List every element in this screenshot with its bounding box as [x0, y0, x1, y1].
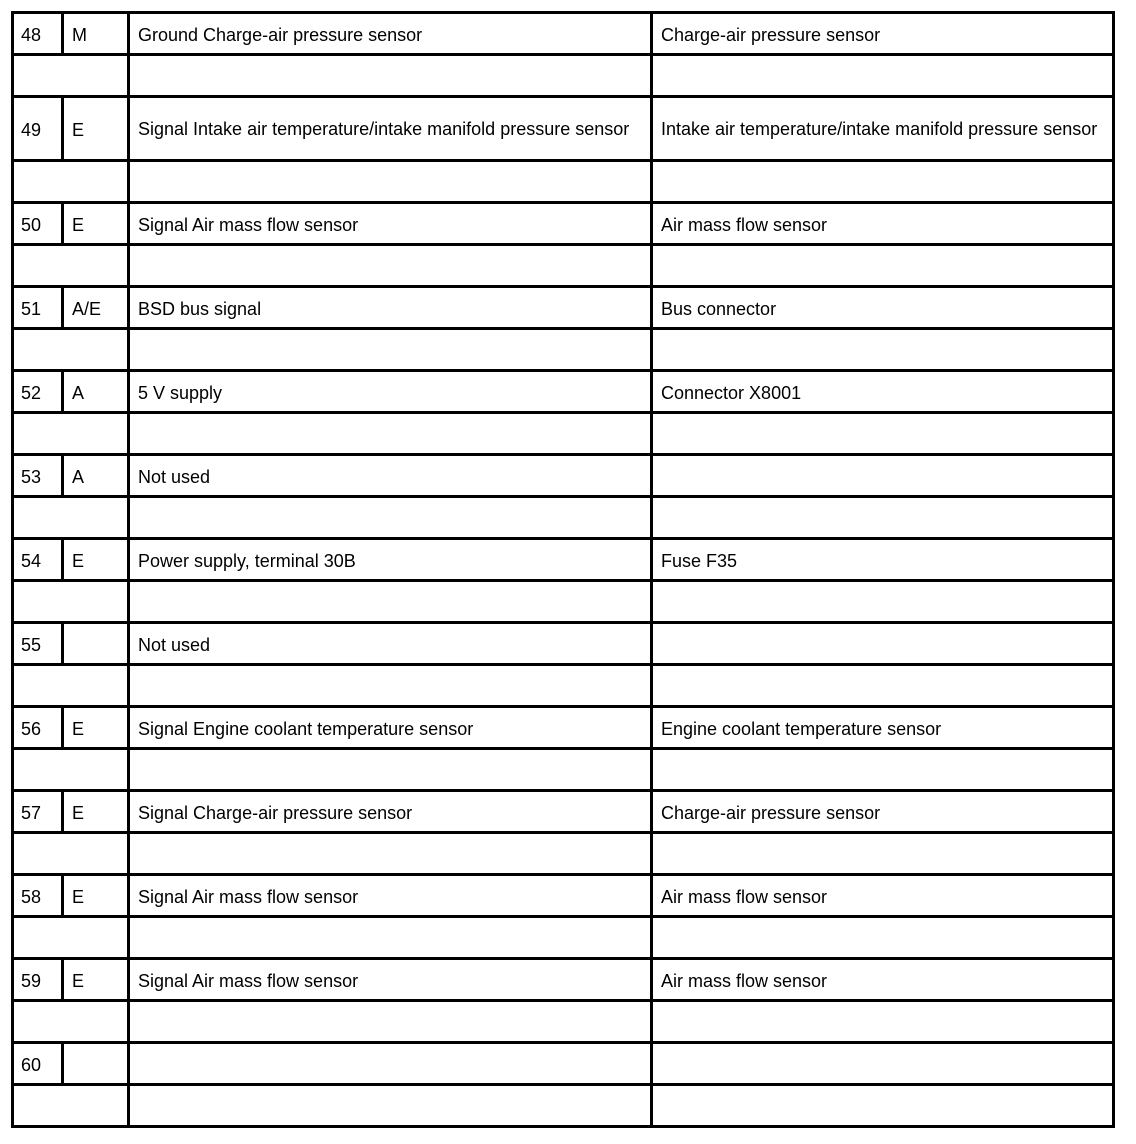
spacer-cell — [652, 833, 1114, 875]
signal-type-cell: E — [63, 539, 129, 581]
spacer-cell — [13, 665, 129, 707]
pin-assignment-table — [11, 11, 1115, 1128]
function-cell: Not used — [129, 623, 652, 665]
spacer-row — [13, 581, 1114, 623]
spacer-cell — [652, 497, 1114, 539]
table-row — [13, 707, 1114, 749]
spacer-cell — [129, 245, 652, 287]
function-cell: BSD bus signal — [129, 287, 652, 329]
spacer-cell — [129, 161, 652, 203]
connection-cell: Air mass flow sensor — [652, 203, 1114, 245]
connection-cell: Bus connector — [652, 287, 1114, 329]
pin-number-cell: 50 — [13, 203, 63, 245]
function-cell: Signal Air mass flow sensor — [129, 875, 652, 917]
function-cell: Signal Intake air temperature/intake manifold pressure sensor — [129, 97, 652, 161]
function-cell: Not used — [129, 455, 652, 497]
pin-number-cell: 59 — [13, 959, 63, 1001]
spacer-cell — [13, 161, 129, 203]
connection-cell: Connector X8001 — [652, 371, 1114, 413]
function-cell: Signal Engine coolant temperature sensor — [129, 707, 652, 749]
spacer-cell — [13, 749, 129, 791]
spacer-cell — [13, 329, 129, 371]
table-row — [13, 203, 1114, 245]
function-cell — [129, 1043, 652, 1085]
spacer-cell — [13, 917, 129, 959]
spacer-cell — [13, 55, 129, 97]
pin-number-cell: 60 — [13, 1043, 63, 1085]
function-cell: Power supply, terminal 30B — [129, 539, 652, 581]
pin-number-cell: 56 — [13, 707, 63, 749]
table-row — [13, 97, 1114, 161]
spacer-cell — [129, 1001, 652, 1043]
connection-cell: Charge-air pressure sensor — [652, 791, 1114, 833]
table-row — [13, 287, 1114, 329]
connection-cell: Fuse F35 — [652, 539, 1114, 581]
spacer-row — [13, 833, 1114, 875]
pin-number-cell: 54 — [13, 539, 63, 581]
spacer-row — [13, 749, 1114, 791]
spacer-row — [13, 161, 1114, 203]
connection-cell — [652, 623, 1114, 665]
spacer-row — [13, 1001, 1114, 1043]
spacer-cell — [13, 1085, 129, 1127]
table-row — [13, 959, 1114, 1001]
spacer-cell — [13, 581, 129, 623]
spacer-row — [13, 329, 1114, 371]
spacer-cell — [13, 245, 129, 287]
spacer-cell — [652, 413, 1114, 455]
table-row — [13, 539, 1114, 581]
spacer-cell — [652, 1085, 1114, 1127]
signal-type-cell: A/E — [63, 287, 129, 329]
spacer-row — [13, 665, 1114, 707]
spacer-cell — [129, 665, 652, 707]
spacer-cell — [652, 665, 1114, 707]
function-cell: Signal Air mass flow sensor — [129, 959, 652, 1001]
spacer-row — [13, 497, 1114, 539]
spacer-cell — [129, 833, 652, 875]
pin-number-cell: 55 — [13, 623, 63, 665]
pin-number-cell: 58 — [13, 875, 63, 917]
pin-number-cell: 52 — [13, 371, 63, 413]
signal-type-cell: E — [63, 97, 129, 161]
pin-number-cell: 57 — [13, 791, 63, 833]
connection-cell — [652, 1043, 1114, 1085]
signal-type-cell: M — [63, 13, 129, 55]
signal-type-cell: A — [63, 455, 129, 497]
spacer-cell — [13, 1001, 129, 1043]
pin-number-cell: 49 — [13, 97, 63, 161]
signal-type-cell: E — [63, 791, 129, 833]
pin-number-cell: 51 — [13, 287, 63, 329]
spacer-cell — [129, 917, 652, 959]
spacer-cell — [652, 55, 1114, 97]
table-row — [13, 13, 1114, 55]
spacer-cell — [13, 413, 129, 455]
signal-type-cell — [63, 623, 129, 665]
spacer-cell — [652, 581, 1114, 623]
spacer-row — [13, 917, 1114, 959]
function-cell: Ground Charge-air pressure sensor — [129, 13, 652, 55]
connection-cell: Intake air temperature/intake manifold pressure sensor — [652, 97, 1114, 161]
signal-type-cell — [63, 1043, 129, 1085]
table-row — [13, 623, 1114, 665]
spacer-cell — [129, 329, 652, 371]
spacer-row — [13, 245, 1114, 287]
table-row — [13, 455, 1114, 497]
connection-cell — [652, 455, 1114, 497]
spacer-cell — [652, 245, 1114, 287]
spacer-cell — [13, 833, 129, 875]
spacer-cell — [652, 329, 1114, 371]
spacer-cell — [652, 917, 1114, 959]
connection-cell: Charge-air pressure sensor — [652, 13, 1114, 55]
connection-cell: Engine coolant temperature sensor — [652, 707, 1114, 749]
signal-type-cell: E — [63, 959, 129, 1001]
spacer-cell — [652, 161, 1114, 203]
function-cell: Signal Charge-air pressure sensor — [129, 791, 652, 833]
spacer-row — [13, 413, 1114, 455]
function-cell: Signal Air mass flow sensor — [129, 203, 652, 245]
table-row — [13, 371, 1114, 413]
function-cell: 5 V supply — [129, 371, 652, 413]
spacer-cell — [129, 497, 652, 539]
table-row — [13, 791, 1114, 833]
spacer-cell — [129, 55, 652, 97]
table-row — [13, 875, 1114, 917]
pin-number-cell: 53 — [13, 455, 63, 497]
spacer-row — [13, 55, 1114, 97]
signal-type-cell: E — [63, 707, 129, 749]
spacer-cell — [652, 1001, 1114, 1043]
spacer-cell — [13, 497, 129, 539]
connection-cell: Air mass flow sensor — [652, 875, 1114, 917]
spacer-cell — [129, 581, 652, 623]
table-row — [13, 1043, 1114, 1085]
pin-number-cell: 48 — [13, 13, 63, 55]
spacer-cell — [129, 413, 652, 455]
spacer-cell — [652, 749, 1114, 791]
signal-type-cell: A — [63, 371, 129, 413]
signal-type-cell: E — [63, 875, 129, 917]
spacer-cell — [129, 749, 652, 791]
connection-cell: Air mass flow sensor — [652, 959, 1114, 1001]
spacer-row — [13, 1085, 1114, 1127]
signal-type-cell: E — [63, 203, 129, 245]
spacer-cell — [129, 1085, 652, 1127]
